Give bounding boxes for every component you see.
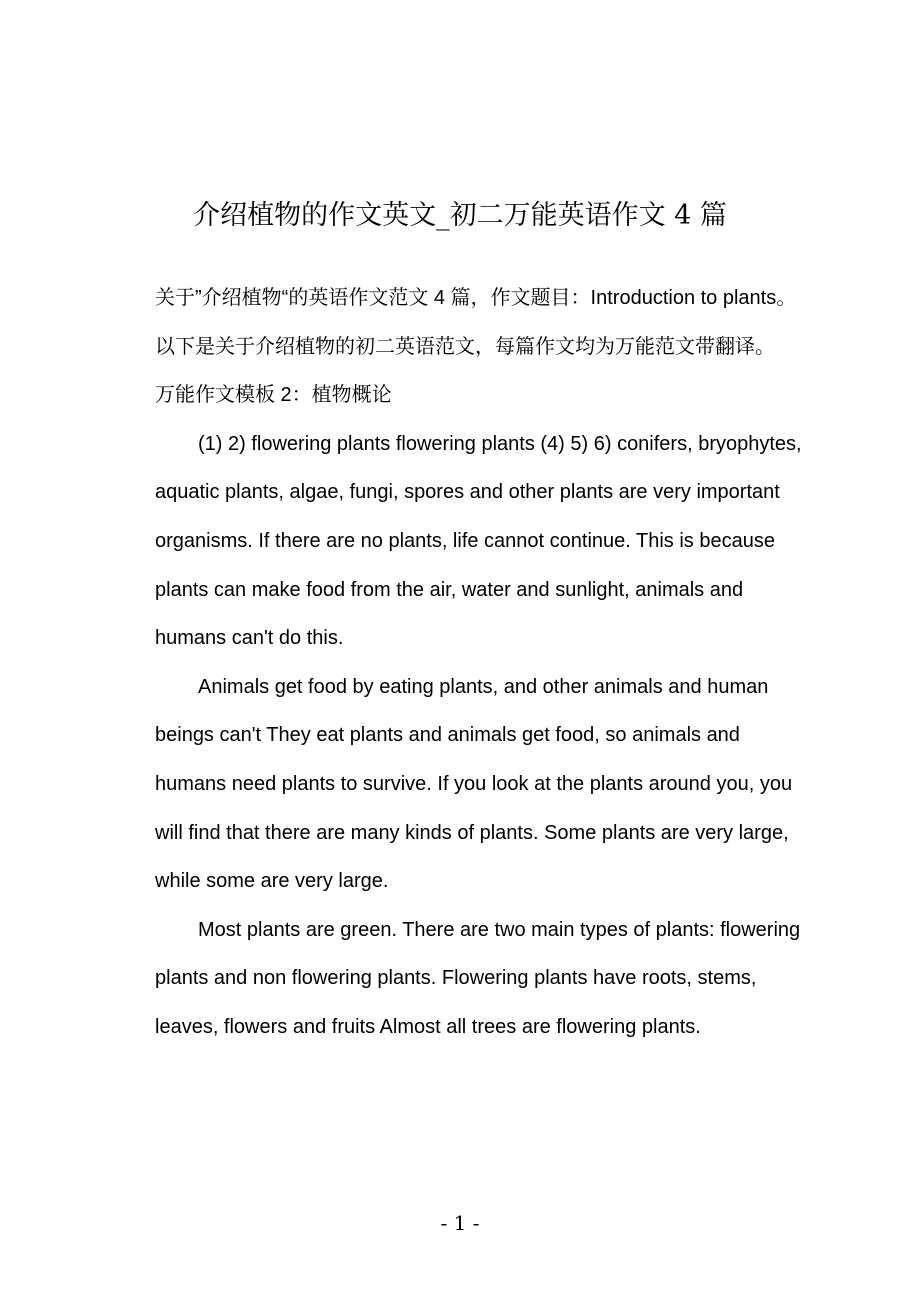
- body-paragraph-1: (1) 2) flowering plants flowering plants (4) 5) 6) conifers, bryophytes, aquatic plants, algae, fungi, spores and other plants are very important organisms. If there are no plants, life cannot continue. This is because plants can make food from the air, water and sunlight, animals and humans can't do this.: [155, 432, 802, 650]
- intro-paragraph: 关于”介绍植物“的英语作文范文 4 篇，作文题目：Introduction to plants。以下是关于介绍植物的初二英语范文，每篇作文均为万能范文带翻译。: [155, 287, 797, 358]
- body-paragraph-3: Most plants are green. There are two main types of plants: flowering plants and non flowering plants. Flowering plants have roots, stems, leaves, flowers and fruits Almost all trees are flowering plants.: [155, 918, 801, 1038]
- document-title: 介绍植物的作文英文_初二万能英语作文 4 篇: [193, 200, 727, 231]
- body-paragraph-2: Animals get food by eating plants, and other animals and human beings can't They eat plants and animals get food, so animals and humans need plants to survive. If you look at the plants around you, you will find that there are many kinds of plants. Some plants are very large, while some are very large.: [155, 675, 793, 893]
- document-body: [155, 274, 810, 1052]
- section-heading: 万能作文模板 2：植物概论: [155, 384, 392, 407]
- page-number: - 1 -: [440, 1211, 480, 1235]
